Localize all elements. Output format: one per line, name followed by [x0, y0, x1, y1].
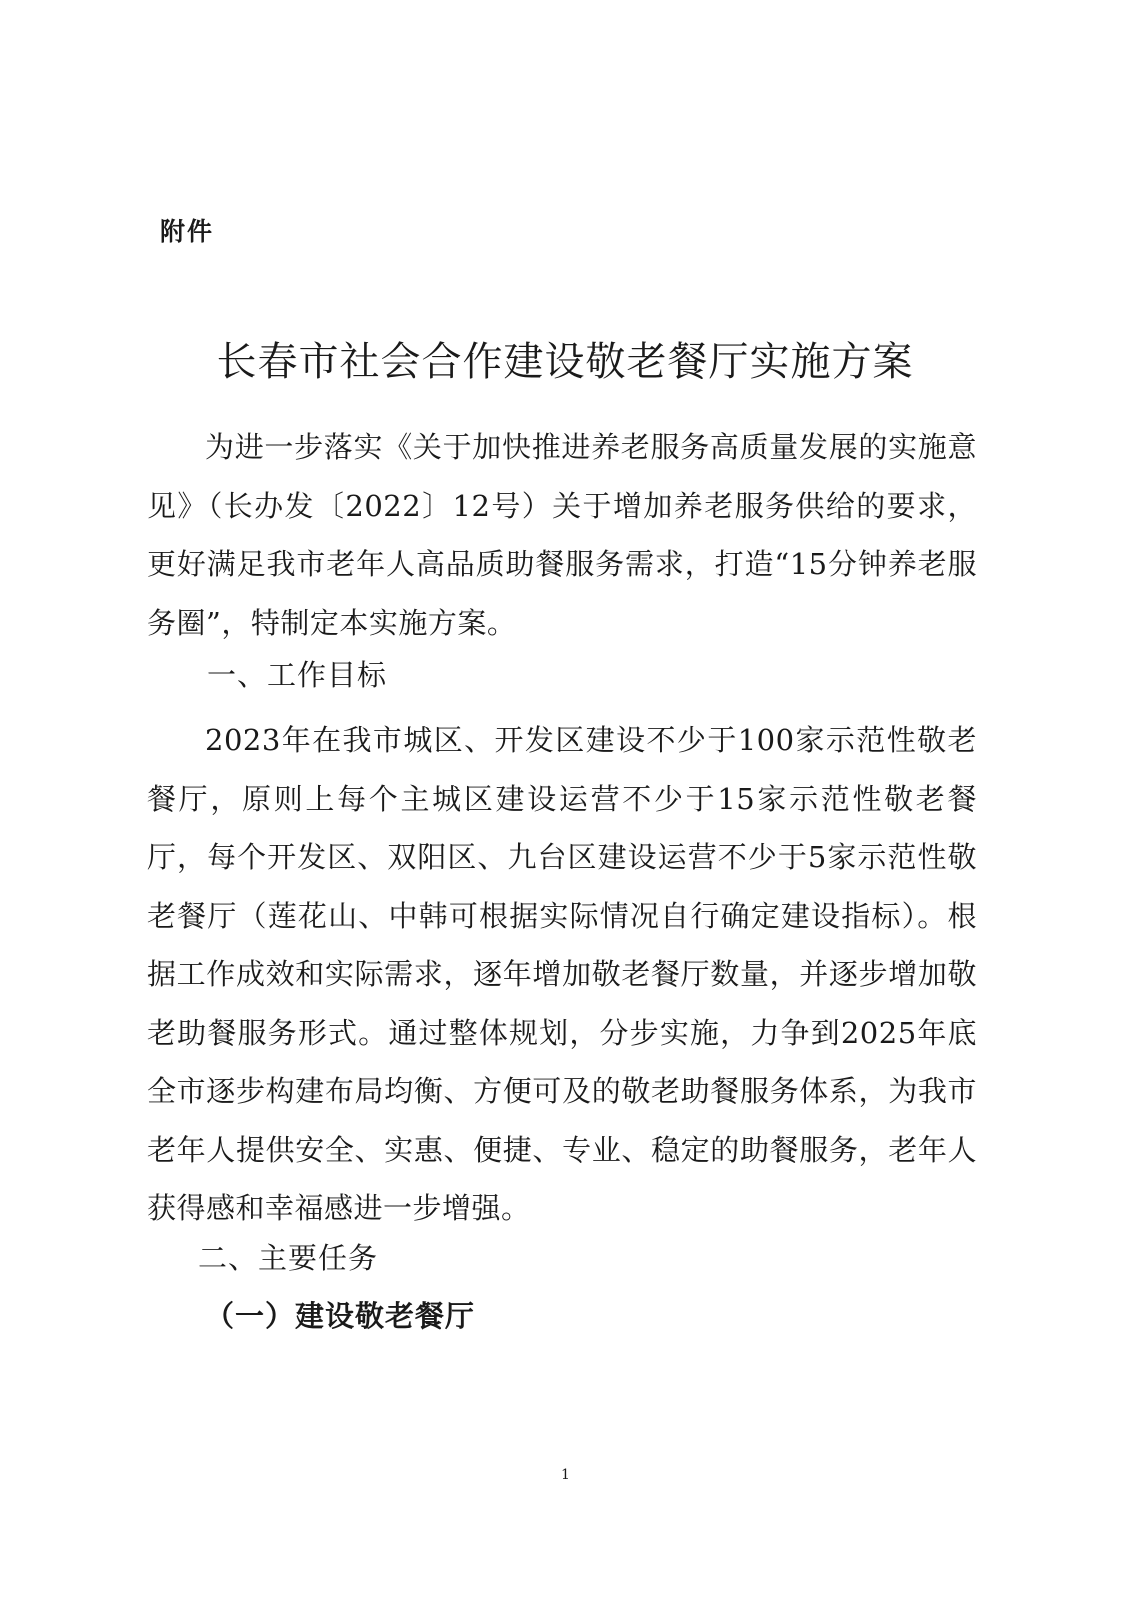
- attachment-label: 附件: [160, 217, 215, 246]
- goals-paragraph-block: [147, 711, 977, 1238]
- section-heading-goals: 一、工作目标: [207, 658, 388, 692]
- document-title: 长春市社会合作建设敬老餐厅实施方案: [216, 339, 914, 385]
- page-number: 1: [561, 1467, 570, 1483]
- intro-paragraph-block: [147, 418, 977, 652]
- intro-paragraph: 为进一步落实《关于加快推进养老服务高质量发展的实施意见》（长办发〔2022〕12号）关于增加养老服务供给的要求，更好满足我市老年人高品质助餐服务需求，打造“15分钟养老服务圈”，特制定本实施方案。: [147, 430, 977, 640]
- goals-paragraph: 2023年在我市城区、开发区建设不少于100家示范性敬老餐厅，原则上每个主城区建设运营不少于15家示范性敬老餐厅，每个开发区、双阳区、九台区建设运营不少于5家示范性敬老餐厅（莲花山、中韩可根据实际情况自行确定建设指标）。根据工作成效和实际需求，逐年增加敬老餐厅数量，并逐步增加敬老助餐服务形式。通过整体规划，分步实施，力争到2025年底全市逐步构建布局均衡、方便可及的敬老助餐服务体系，为我市老年人提供安全、实惠、便捷、专业、稳定的助餐服务，老年人获得感和幸福感进一步增强。: [147, 723, 977, 1225]
- section-heading-tasks: 二、主要任务: [198, 1241, 379, 1275]
- subsection-heading-build-restaurants: （一）建设敬老餐厅: [205, 1299, 476, 1333]
